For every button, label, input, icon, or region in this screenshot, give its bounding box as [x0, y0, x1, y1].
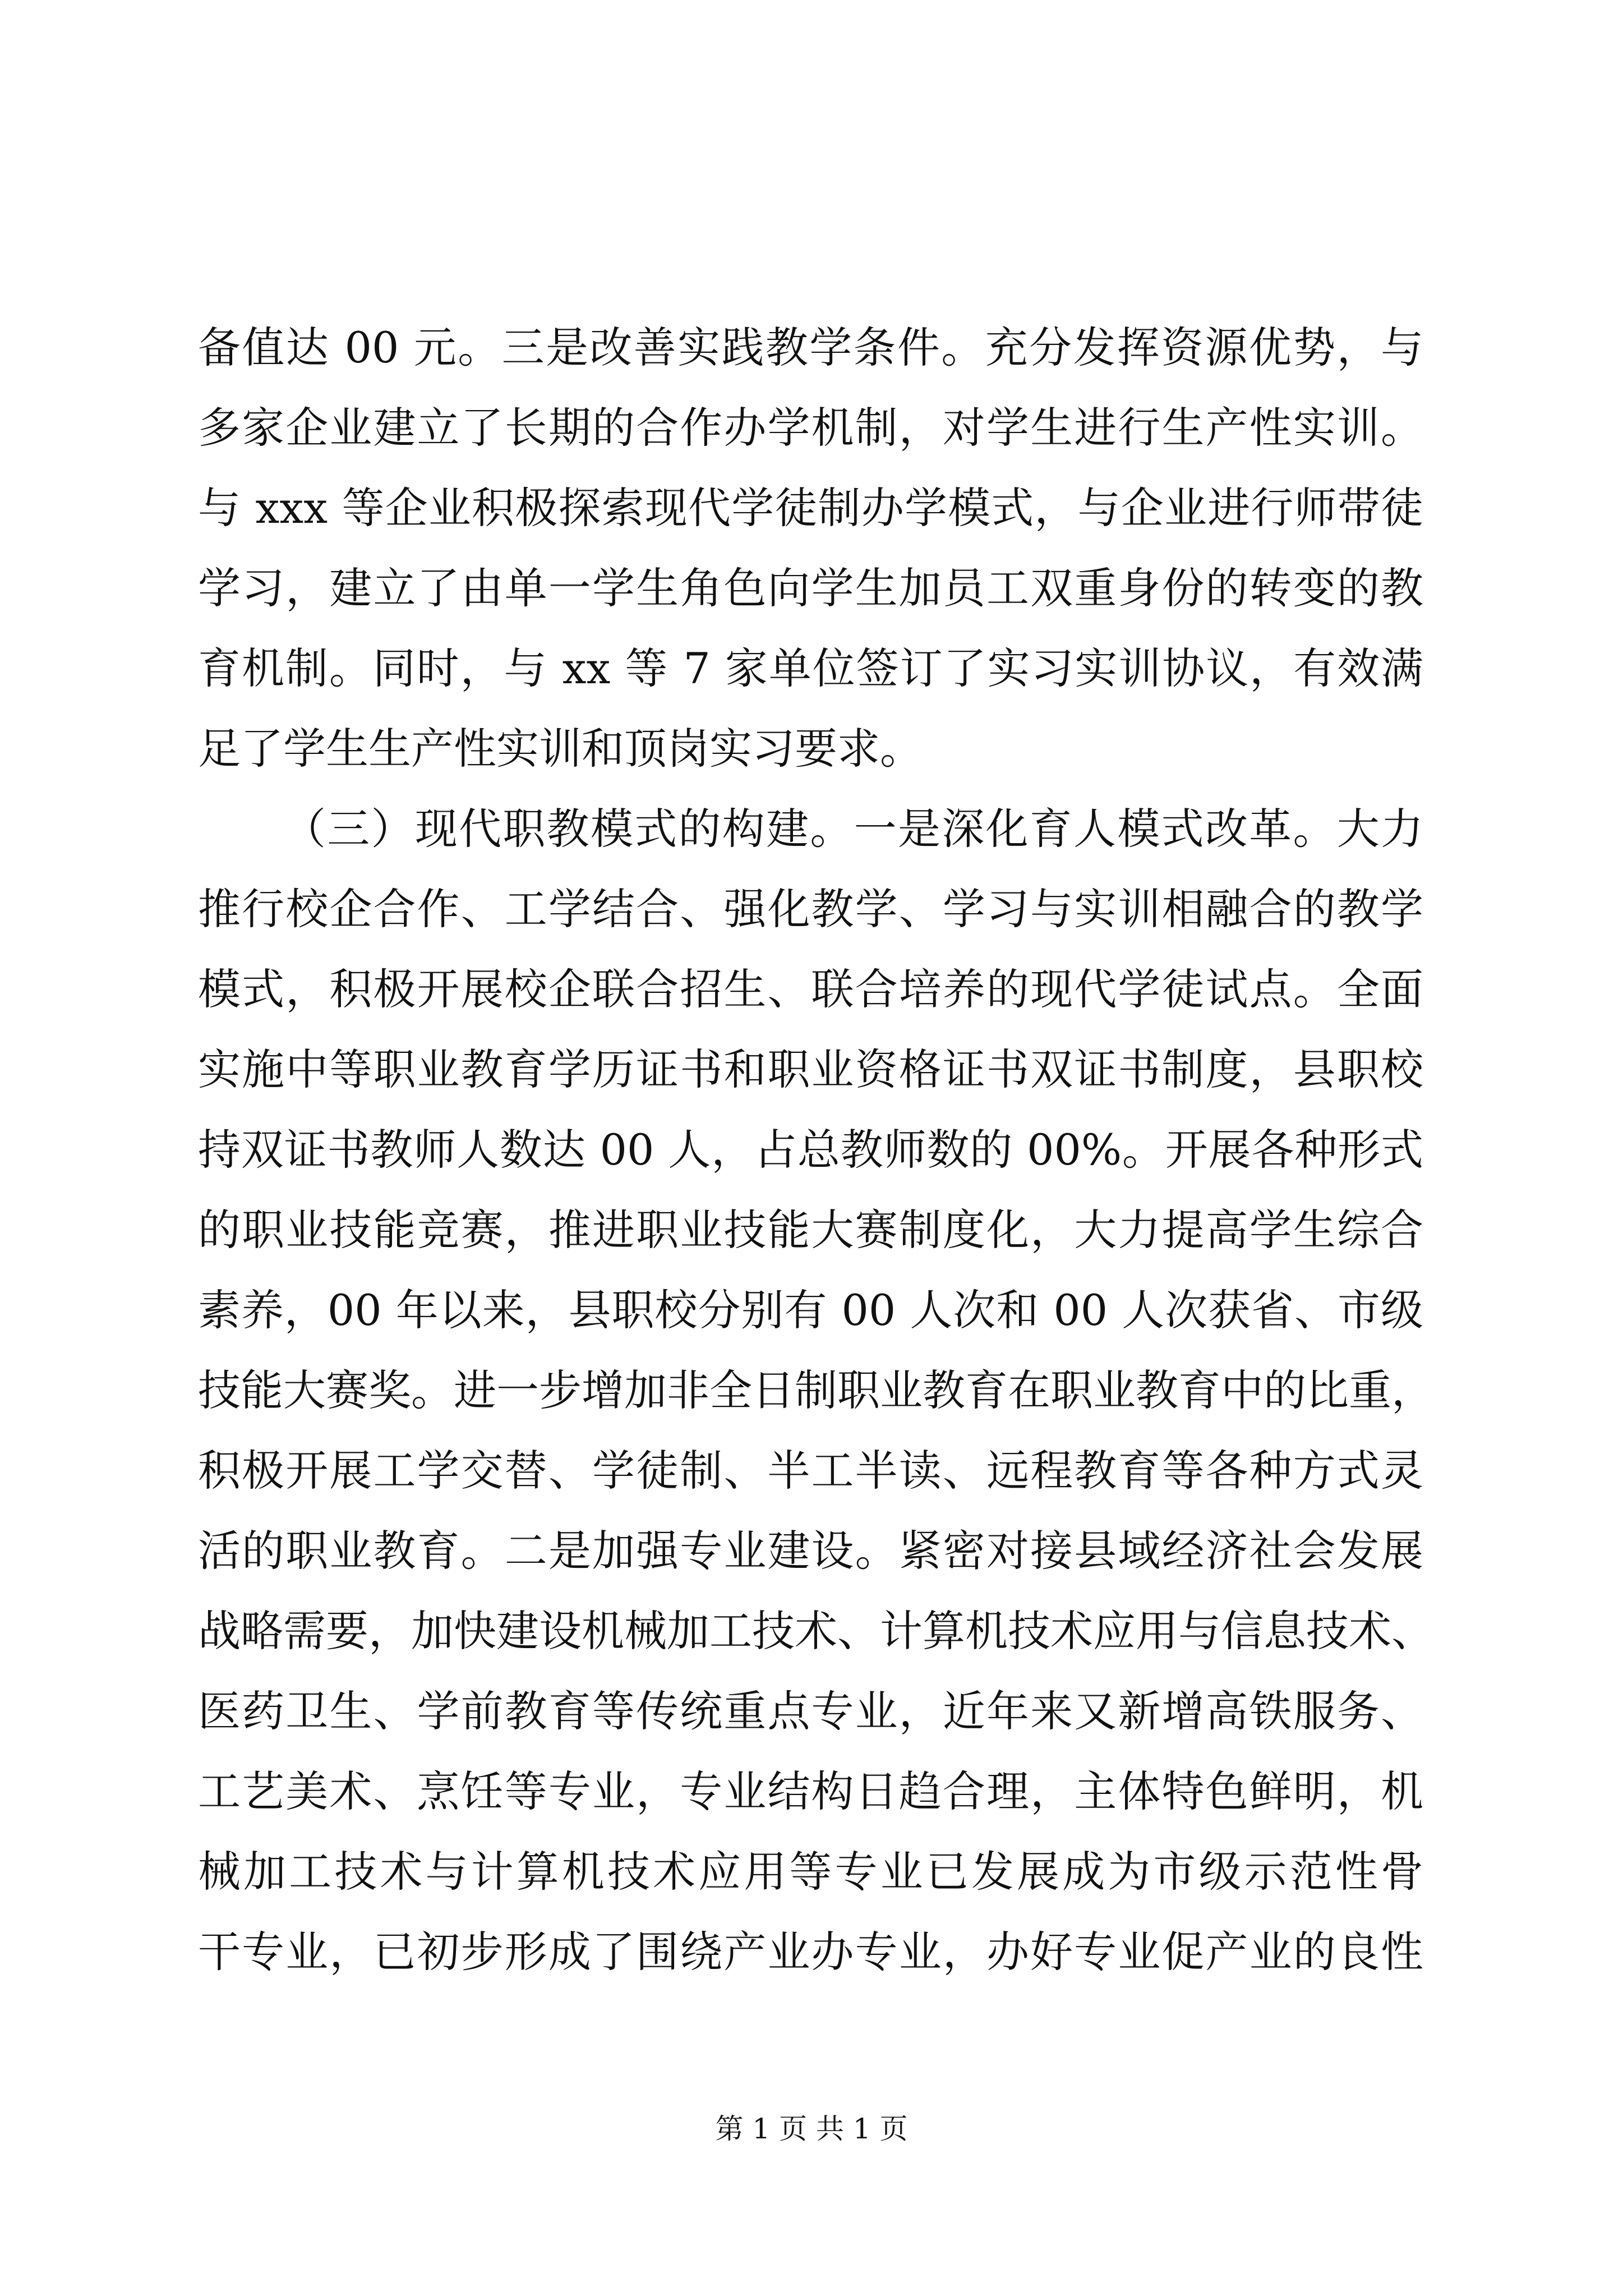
- text-line-21: 干专业，已初步形成了围绕产业办专业，办好专业促产业的良性: [198, 1927, 1423, 1977]
- text-line-12: 的职业技能竞赛，推进职业技能大赛制度化，大力提高学生综合: [198, 1205, 1423, 1255]
- page-footer: [0, 2106, 1623, 2147]
- text-line-9: 模式，积极开展校企联合招生、联合培养的现代学徒试点。全面: [198, 964, 1423, 1014]
- text-line-5: 育机制。同时，与 xx 等 7 家单位签订了实习实训协议，有效满: [198, 643, 1423, 693]
- text-line-11: 持双证书教师人数达 00 人，占总教师数的 00%。开展各种形式: [198, 1125, 1423, 1175]
- text-line-13: 素养，00 年以来，县职校分别有 00 人次和 00 人次获省、市级: [198, 1285, 1423, 1335]
- text-line-4: 学习，建立了由单一学生角色向学生加员工双重身份的转变的教: [198, 563, 1423, 613]
- text-line-15: 积极开展工学交替、学徒制、半工半读、远程教育等各种方式灵: [198, 1446, 1423, 1496]
- text-line-18: 医药卫生、学前教育等传统重点专业，近年来又新增高铁服务、: [198, 1686, 1423, 1736]
- text-line-2: 多家企业建立了长期的合作办学机制，对学生进行生产性实训。: [198, 403, 1423, 453]
- text-line-1: 备值达 00 元。三是改善实践教学条件。充分发挥资源优势，与: [198, 323, 1423, 372]
- text-line-20: 械加工技术与计算机技术应用等专业已发展成为市级示范性骨: [198, 1847, 1423, 1897]
- text-line-10: 实施中等职业教育学历证书和职业资格证书双证书制度，县职校: [198, 1045, 1423, 1094]
- text-line-16: 活的职业教育。二是加强专业建设。紧密对接县域经济社会发展: [198, 1526, 1423, 1576]
- page-number-label: 第 1 页 共 1 页: [715, 2113, 908, 2145]
- text-line-17: 战略需要，加快建设机械加工技术、计算机技术应用与信息技术、: [198, 1606, 1434, 1656]
- text-line-14: 技能大赛奖。进一步增加非全日制职业教育在职业教育中的比重，: [198, 1365, 1434, 1415]
- body-text: [198, 307, 1434, 1992]
- text-line-19: 工艺美术、烹饪等专业，专业结构日趋合理，主体特色鲜明，机: [198, 1766, 1423, 1816]
- text-line-3: 与 xxx 等企业积极探索现代学徒制办学模式，与企业进行师带徒: [198, 483, 1423, 533]
- text-line-8: 推行校企合作、工学结合、强化教学、学习与实训相融合的教学: [198, 884, 1423, 934]
- text-line-6: 足了学生生产性实训和顶岗实习要求。: [198, 724, 923, 774]
- section-heading-line: （三）现代职教模式的构建。一是深化育人模式改革。大力: [283, 804, 1423, 854]
